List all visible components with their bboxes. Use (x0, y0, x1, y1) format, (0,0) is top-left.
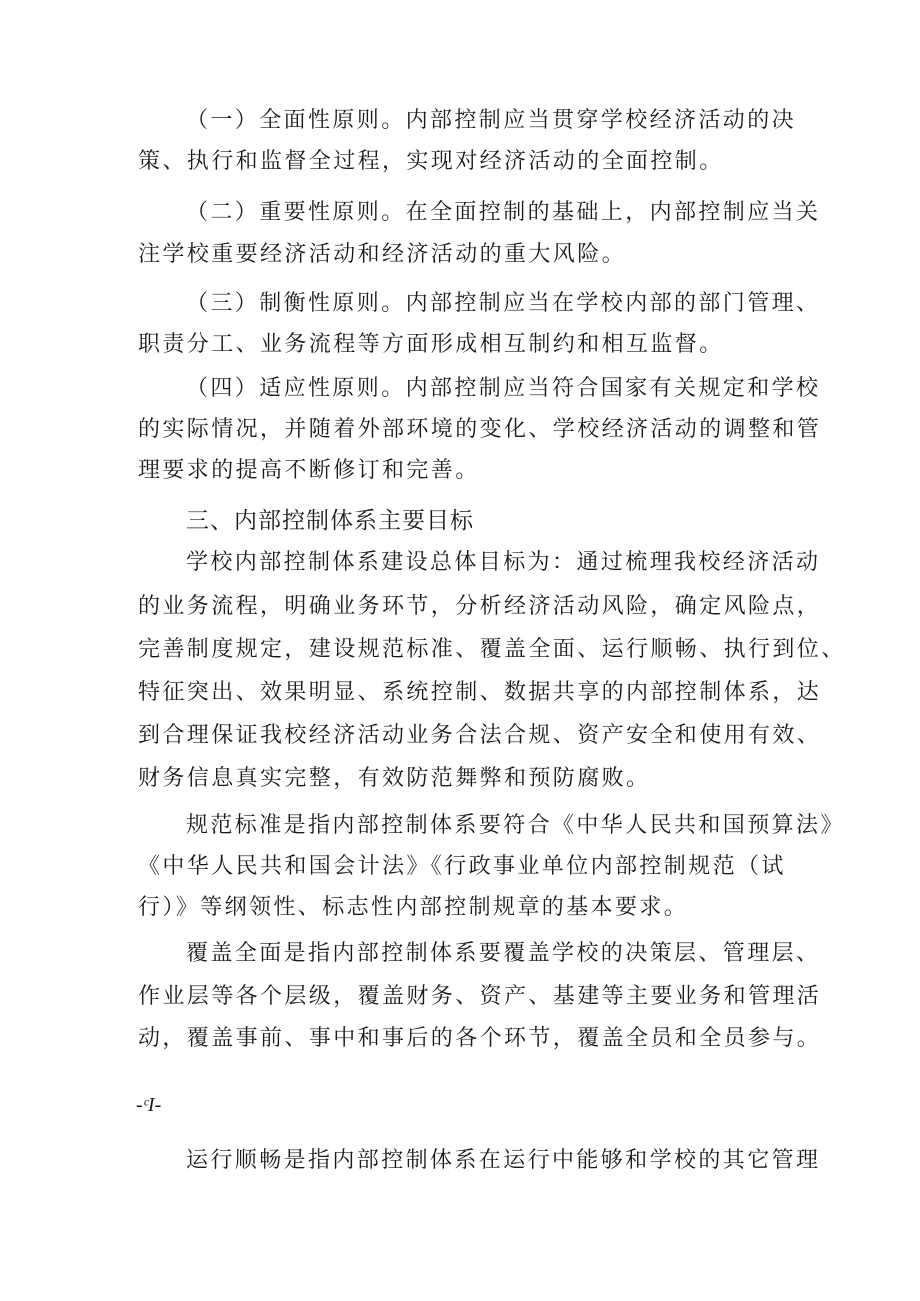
page-number: -ᶜI- (136, 1094, 162, 1116)
principle-2-line-2: 注学校重要经济活动和经济活动的重大风险。 (138, 242, 627, 267)
last-paragraph-line-1: 运行顺畅是指内部控制体系在运行中能够和学校的其它管理 (186, 1148, 821, 1173)
goal-paragraph-line-3: 完善制度规定，建设规范标准、覆盖全面、运行顺畅、执行到位、 (138, 637, 846, 662)
goal-paragraph-line-1: 学校内部控制体系建设总体目标为：通过梳理我校经济活动 (186, 550, 821, 575)
principle-1-line-1: （一）全面性原则。内部控制应当贯穿学校经济活动的决 (186, 108, 797, 133)
principle-4-line-1: （四）适应性原则。内部控制应当符合国家有关规定和学校 (186, 376, 821, 401)
coverage-paragraph-line-3: 动，覆盖事前、事中和事后的各个环节，覆盖全员和全员参与。 (138, 1026, 822, 1051)
section-heading: 三、内部控制体系主要目标 (186, 508, 474, 534)
principle-4-line-2: 的实际情况，并随着外部环境的变化、学校经济活动的调整和管 (138, 417, 822, 442)
standard-paragraph-line-1: 规范标准是指内部控制体系要符合《中华人民共和国预算法》 (186, 813, 845, 838)
goal-paragraph-line-4: 特征突出、效果明显、系统控制、数据共享的内部控制体系，达 (138, 680, 822, 705)
coverage-paragraph-line-1: 覆盖全面是指内部控制体系要覆盖学校的决策层、管理层、 (186, 941, 821, 966)
principle-2-line-1: （二）重要性原则。在全面控制的基础上，内部控制应当关 (186, 200, 821, 225)
goal-paragraph-line-2: 的业务流程，明确业务环节，分析经济活动风险，确定风险点， (138, 594, 822, 619)
principle-4-line-3: 理要求的提高不断修订和完善。 (138, 458, 480, 483)
principle-3-line-2: 职责分工、业务流程等方面形成相互制约和相互监督。 (138, 332, 724, 357)
principle-1-line-2: 策、执行和监督全过程，实现对经济活动的全面控制。 (138, 149, 724, 174)
standard-paragraph-line-2: 《中华人民共和国会计法》《行政事业单位内部控制规范（试 (138, 854, 786, 879)
goal-paragraph-line-6: 财务信息真实完整，有效防范舞弊和预防腐败。 (138, 766, 651, 791)
goal-paragraph-line-5: 到合理保证我校经济活动业务合法合规、资产安全和使用有效、 (138, 723, 822, 748)
coverage-paragraph-line-2: 作业层等各个层级，覆盖财务、资产、基建等主要业务和管理活 (138, 984, 822, 1009)
standard-paragraph-line-3: 行）》等纲领性、标志性内部控制规章的基本要求。 (138, 895, 689, 920)
principle-3-line-1: （三）制衡性原则。内部控制应当在学校内部的部门管理、 (186, 291, 821, 316)
